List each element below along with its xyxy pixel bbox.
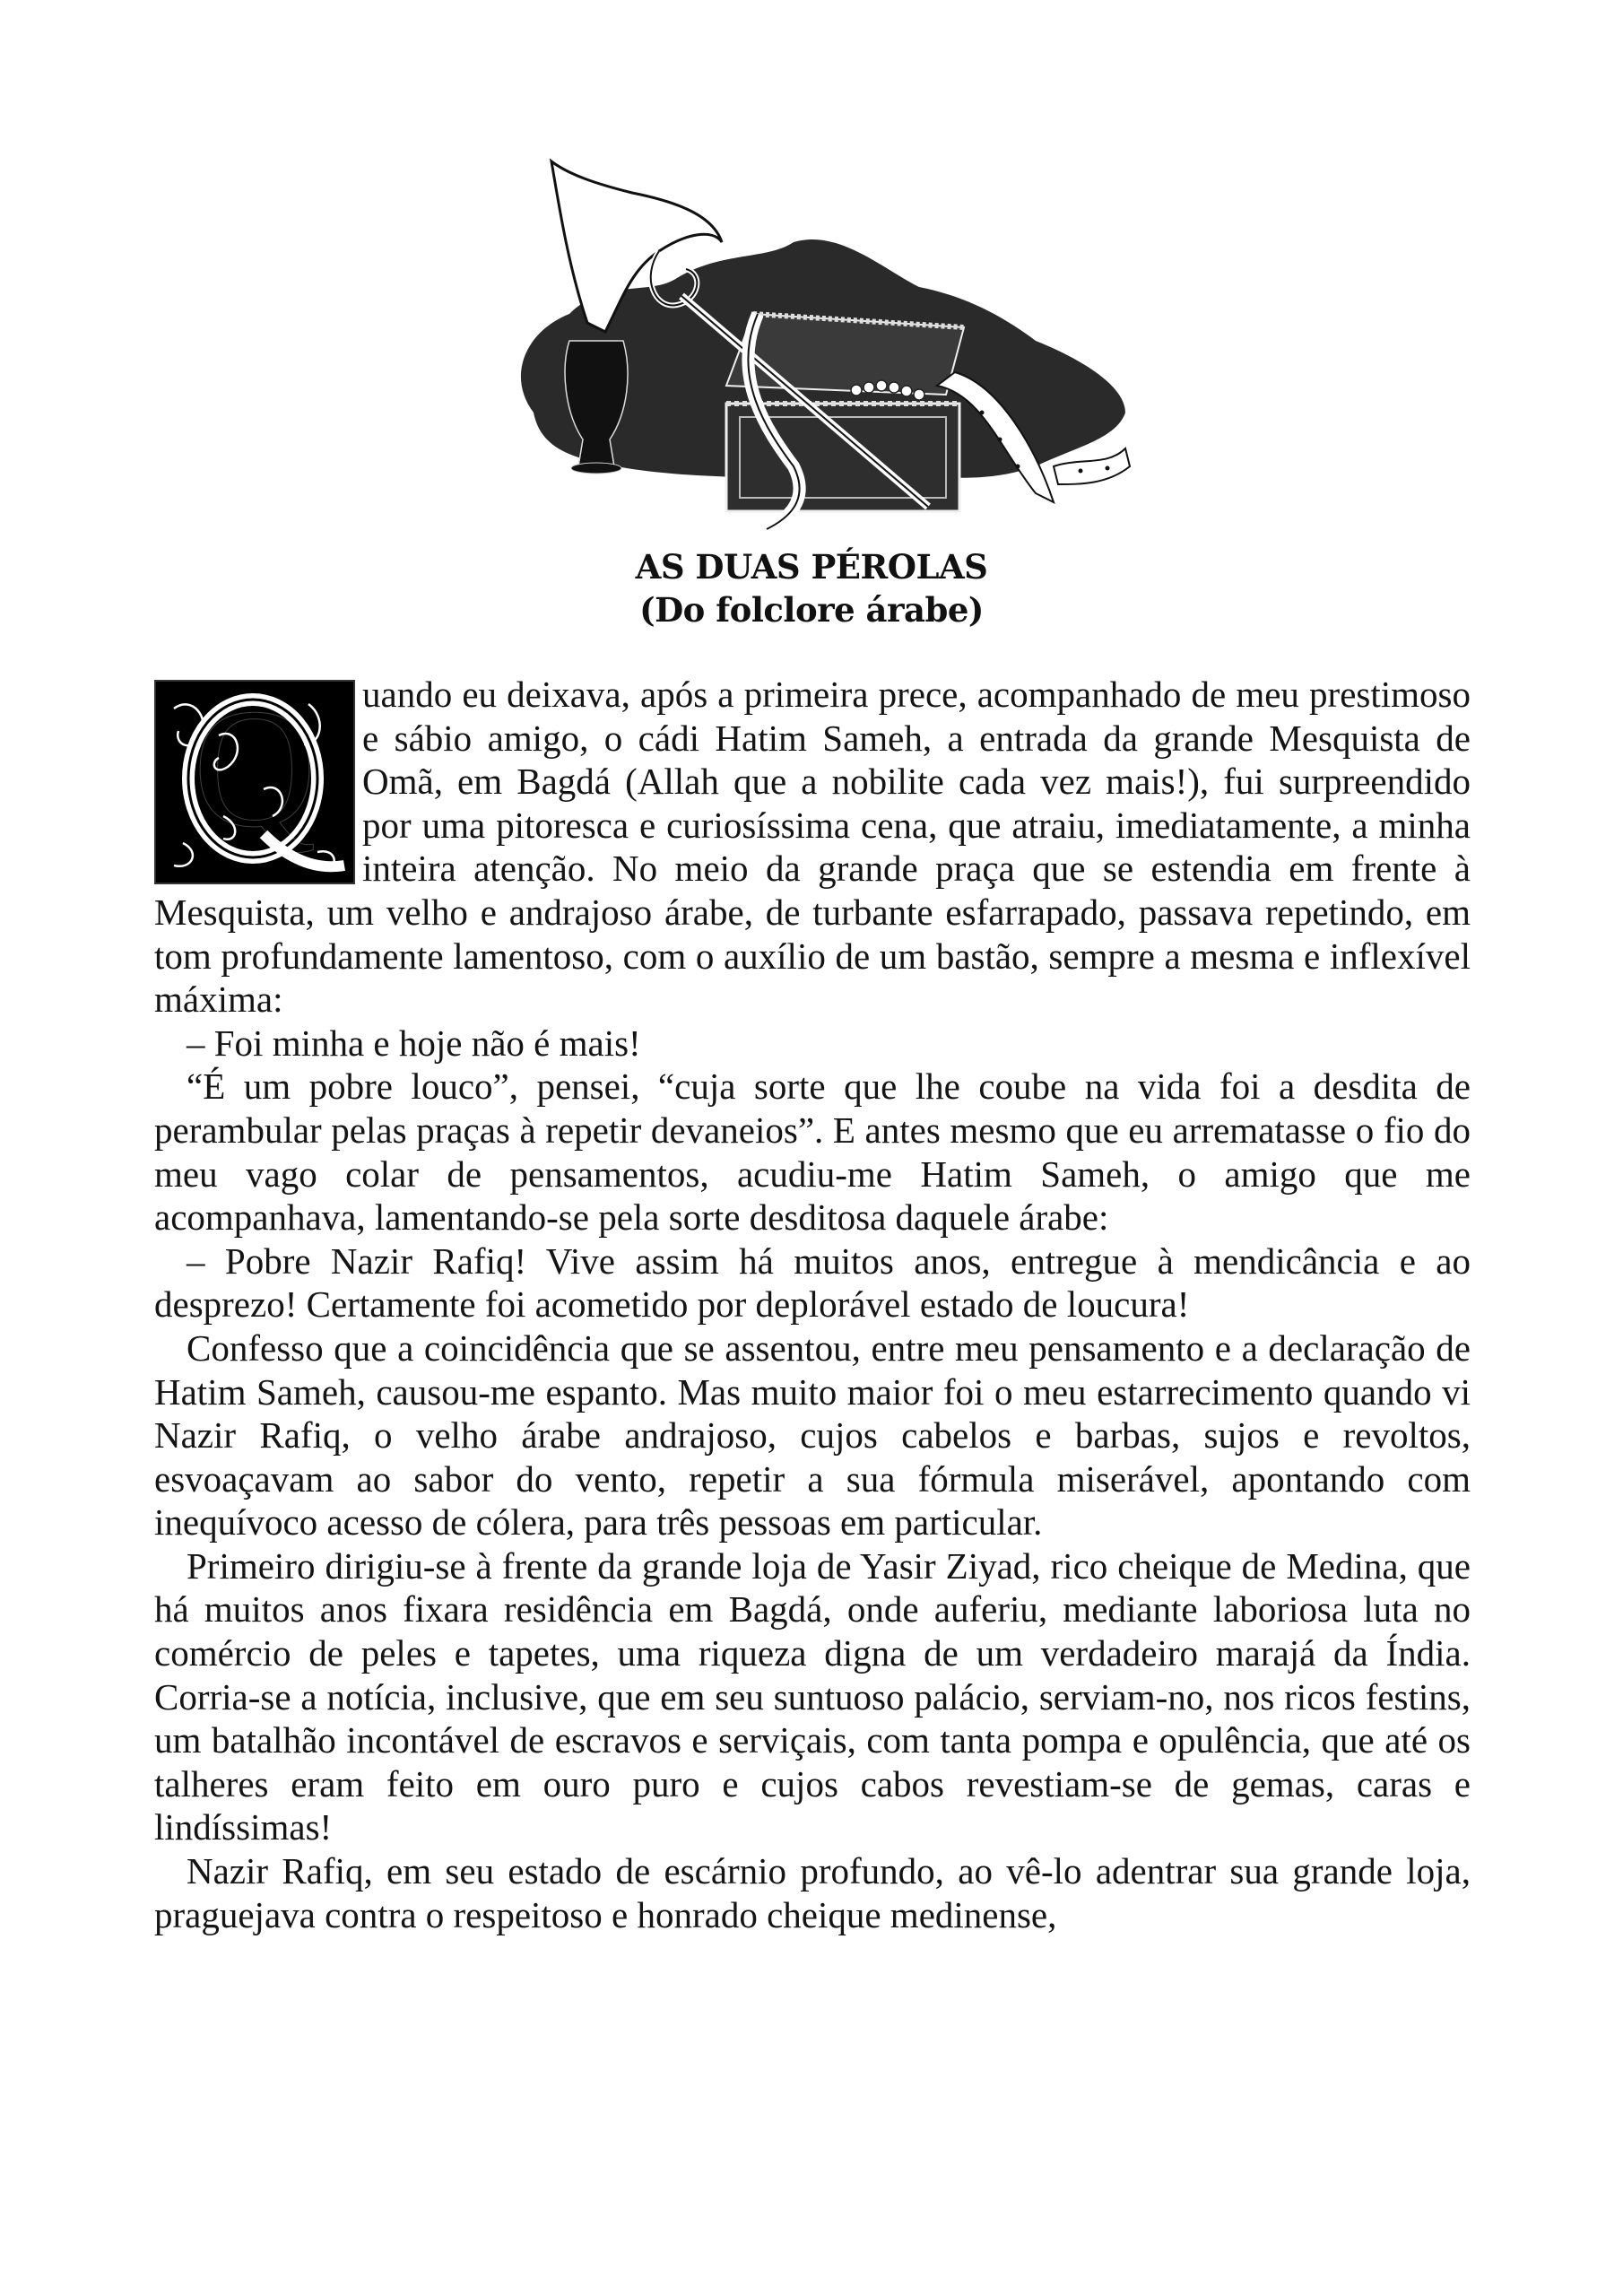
title-block [0, 545, 1623, 631]
treasure-chest-engraving-icon [498, 144, 1161, 538]
paragraph-2-dialogue: – Foi minha e hoje não é mais! [187, 1022, 641, 1064]
paragraph-4-dialogue: – Pobre Nazir Rafiq! Vive assim há muitos anos, entregue à mendicância e ao desprezo! Certamente foi acometido por deplorável estado de loucura! [154, 1239, 1471, 1326]
paragraph-5: Confesso que a coincidência que se assentou, entre meu pensamento e a declaração de Hatim Sameh, causou-me espanto. Mas muito maior foi o meu estarrecimento quando vi Nazir Rafiq, o velho árabe andrajoso, cujos cabelos e barbas, sujos e revoltos, esvoaçavam ao sabor do vento, repetir a sua fórmula miserável, apontando com inequívoco acesso de cólera, para três pessoas em particular. [154, 1326, 1471, 1544]
story-title: AS DUAS PÉROLAS [635, 547, 988, 587]
paragraph-3: “É um pobre louco”, pensei, “cuja sorte que lhe coube na vida foi a desdita de perambular pelas praças à repetir devaneios”. E antes mesmo que eu arrematasse o fio do meu vago colar de pensamentos, acudiu-me Hatim Sameh, o amigo que me acompanhava, lamentando-se pela sorte desditosa daquele árabe: [154, 1065, 1471, 1239]
chest-illustration [498, 144, 1161, 538]
story-subtitle: (Do folclore árabe) [639, 590, 984, 630]
ornamental-letter-q-icon [156, 682, 353, 883]
dropcap-q [154, 680, 355, 884]
paragraph-6: Primeiro dirigiu-se à frente da grande loja de Yasir Ziyad, rico cheique de Medina, que há muitos anos fixara residência em Bagdá, onde auferiu, mediante laboriosa luta no comércio de peles e tapetes, uma riqueza digna de um verdadeiro marajá da Índia. Corria-se a notícia, inclusive, que em seu suntuoso palácio, serviam-no, nos ricos festins, um batalhão incontável de escravos e serviçais, com tanta pompa e opulência, que até os talheres eram feito em ouro puro e cujos cabos revestiam-se de gemas, caras e lindíssimas! [154, 1544, 1471, 1848]
paragraph-1: uando eu deixava, após a primeira prece, acompanhado de meu prestimoso e sábio amigo, o cádi Hatim Sameh, a entrada da grande Mesquista de Omã, em Bagdá (Allah que a nobilite cada vez mais!), fui surpreendido por uma pitoresca e curiosíssima cena, que atraiu, imediatamente, a minha inteira atenção. No meio da grande praça que se estendia em frente à Mesquista, um velho e andrajoso árabe, de turbante esfarrapado, passava repetindo, em tom profundamente lamentoso, com o auxílio de um bastão, sempre a mesma e inflexível máxima: [154, 674, 1471, 1021]
story-body [154, 673, 1471, 1936]
svg-text:Q: Q [193, 682, 317, 863]
paragraph-7: Nazir Rafiq, em seu estado de escárnio profundo, ao vê-lo adentrar sua grande loja, praguejava contra o respeitoso e honrado cheique medinense, [154, 1850, 1471, 1935]
